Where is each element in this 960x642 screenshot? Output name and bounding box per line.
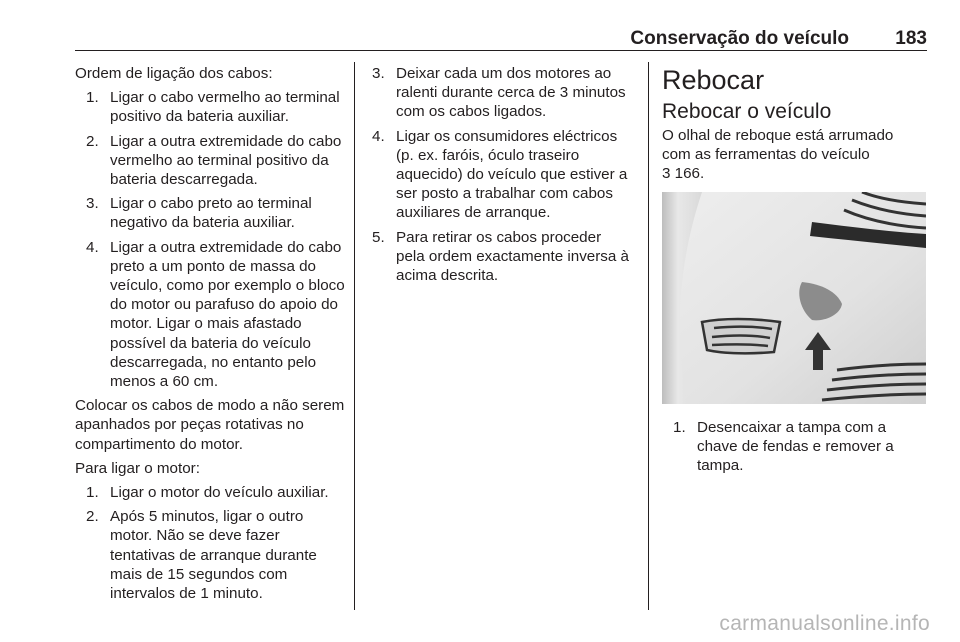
list-item (86, 483, 347, 502)
list-item (86, 507, 347, 603)
continued-list (372, 64, 634, 285)
towing-steps-list (662, 418, 926, 476)
list-number: 4. (86, 238, 99, 256)
cable-order-list (75, 88, 347, 391)
list-text: Ligar o cabo preto ao terminal negativo da bateria auxiliar. (110, 195, 312, 232)
list-number: 1. (673, 418, 686, 436)
start-engine-list (75, 483, 347, 603)
list-number: 5. (372, 228, 385, 246)
section-heading: Rebocar (662, 65, 765, 95)
list-text: Para retirar os cabos proceder pela ordem exactamente inversa à acima descrita. (396, 228, 630, 285)
page-header (75, 28, 927, 51)
list-item (673, 418, 926, 476)
bumper-illustration-svg (662, 192, 926, 404)
list-number: 1. (86, 484, 99, 502)
watermark: carmanualsonline.info (719, 612, 930, 635)
list-text: Desencaixar a tampa com a chave de fendas e remover a tampa. (697, 418, 894, 475)
column-divider (648, 62, 649, 610)
list-number: 3. (86, 195, 99, 213)
list-item (86, 132, 347, 190)
column-middle (372, 64, 634, 290)
paragraph: Para ligar o motor: (75, 459, 200, 477)
list-item (86, 88, 347, 126)
list-item (86, 238, 347, 392)
column-right (662, 64, 926, 480)
list-number: 2. (86, 508, 99, 526)
list-item (372, 228, 634, 286)
paragraph (662, 126, 926, 184)
list-item (372, 64, 634, 122)
list-number: 3. (372, 65, 385, 82)
list-text: Ligar o motor do veículo auxiliar. (110, 484, 329, 502)
tow-eye-cover-illustration (662, 192, 926, 404)
list-number: 4. (372, 127, 385, 145)
list-number: 1. (86, 89, 99, 107)
paragraph: Colocar os cabos de modo a não serem apanhados por peças rotativas no compartimento do motor. (75, 397, 345, 453)
fog-light-housing (702, 319, 780, 353)
list-text: Ligar o cabo vermelho ao terminal positivo da bateria auxiliar. (110, 89, 340, 126)
column-divider (354, 62, 355, 610)
list-text: Deixar cada um dos motores ao ralenti durante cerca de 3 minutos com os cabos ligados. (396, 65, 626, 121)
list-text: Após 5 minutos, ligar o outro motor. Não se deve fazer tentativas de arranque durante mais de 15 segundos com intervalos de 1 minuto. (110, 508, 317, 603)
section-title: Conservação do veículo (630, 28, 849, 49)
list-text: Ligar os consumidores eléctricos (p. ex. faróis, óculo traseiro aquecido) do veículo que estiver a ser posto a trabalhar com cabos auxiliares de arranque. (396, 127, 628, 222)
list-text: Ligar a outra extremidade do cabo preto a um ponto de massa do veículo, como por exemplo o bloco do motor ou parafuso do apoio do motor. Ligar o mais afastado possível da bateria do veículo descarregada, no entanto pelo menos a 60 cm. (110, 238, 345, 391)
list-text: Ligar a outra extremidade do cabo vermelho ao terminal positivo da bateria descarregada. (110, 132, 342, 189)
list-number: 2. (86, 132, 99, 150)
page-number: 183 (895, 28, 927, 49)
paragraph-text: O olhal de reboque está arrumado com as ferramentas do veículo (662, 127, 894, 164)
list-item (86, 194, 347, 232)
list-item (372, 127, 634, 223)
column-left (75, 64, 347, 608)
paragraph: Ordem de ligação dos cabos: (75, 65, 273, 82)
subsection-heading: Rebocar o veículo (662, 100, 832, 123)
page-reference-link[interactable]: 3 166. (662, 165, 705, 183)
